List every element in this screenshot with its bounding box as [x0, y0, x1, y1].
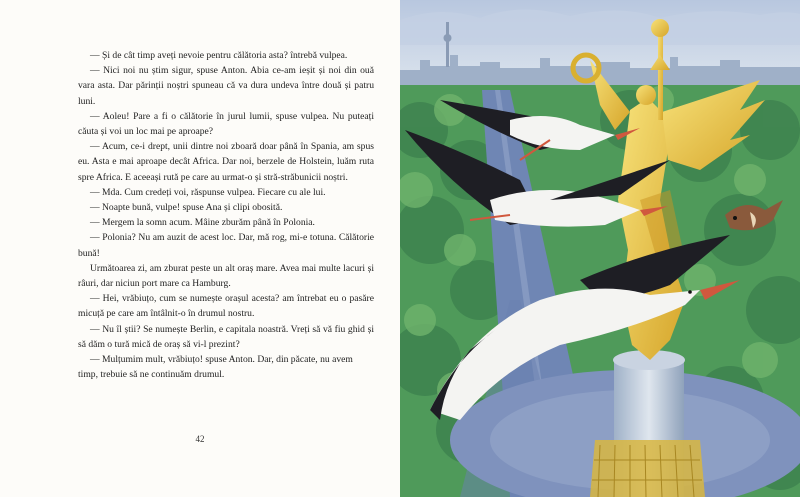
column-gallery — [590, 440, 705, 497]
paragraph: — Nici noi nu știm sigur, spuse Anton. Abia ce-am ieșit și noi din ouă vara asta. Dar părinții noștri spuneau că va dura undeva între două și patru luni. — [78, 65, 374, 107]
paragraph: Următoarea zi, am zburat peste un alt oraș mare. Avea mai multe lacuri și râuri, dar niciun port mare ca Hamburg. — [78, 262, 374, 290]
berlin-victory-column-illustration — [400, 0, 800, 497]
paragraph: — Nu îl știi? Se numește Berlin, e capitala noastră. Vreți să vă fiu ghid și să dăm o tură mică de oraș să vi-l prezint? — [78, 323, 374, 350]
paragraph: — Mergem la somn acum. Mâine zburăm până în Polonia. — [90, 217, 315, 229]
story-text — [78, 48, 374, 382]
paragraph: — Aoleu! Pare a fi o călătorie în jurul lumii, spuse vulpea. Nu puteați căuta și voi un loc mai pe aproape? — [78, 110, 374, 138]
clouds — [400, 9, 800, 45]
paragraph: — Noapte bună, vulpe! spuse Ana și clipi obosită. — [90, 202, 283, 214]
paragraph: — Mda. Cum credeți voi, răspunse vulpea. Fiecare cu ale lui. — [90, 186, 326, 198]
page-number: 42 — [195, 434, 205, 444]
paragraph: — Și de cât timp aveți nevoie pentru călătoria asta? întrebă vulpea. — [90, 50, 348, 61]
paragraph: — Polonia? Nu am auzit de acest loc. Dar, mă rog, mi-e totuna. Călătorie bună! — [78, 232, 374, 259]
paragraph: — Mulțumim mult, vrăbiuțo! spuse Anton. Dar, din păcate, nu avem timp, trebuie să ne continuăm drumul. — [78, 354, 353, 381]
illustration — [400, 0, 800, 497]
paragraph: — Hei, vrăbiuțo, cum se numește orașul acesta? am întrebat eu o pasăre micuță pe care am întâlnit-o în drumul nostru. — [78, 293, 374, 320]
paragraph: — Acum, ce-i drept, unii dintre noi zboară doar până în Spania, am spus eu. Asta e mai aproape decât Africa. Dar noi, berzele de Holstein, luăm ruta spre Africa. E aceeași rută pe care au urmat-o și stră-străbunicii noștri. — [78, 141, 374, 183]
tv-tower — [446, 22, 449, 67]
